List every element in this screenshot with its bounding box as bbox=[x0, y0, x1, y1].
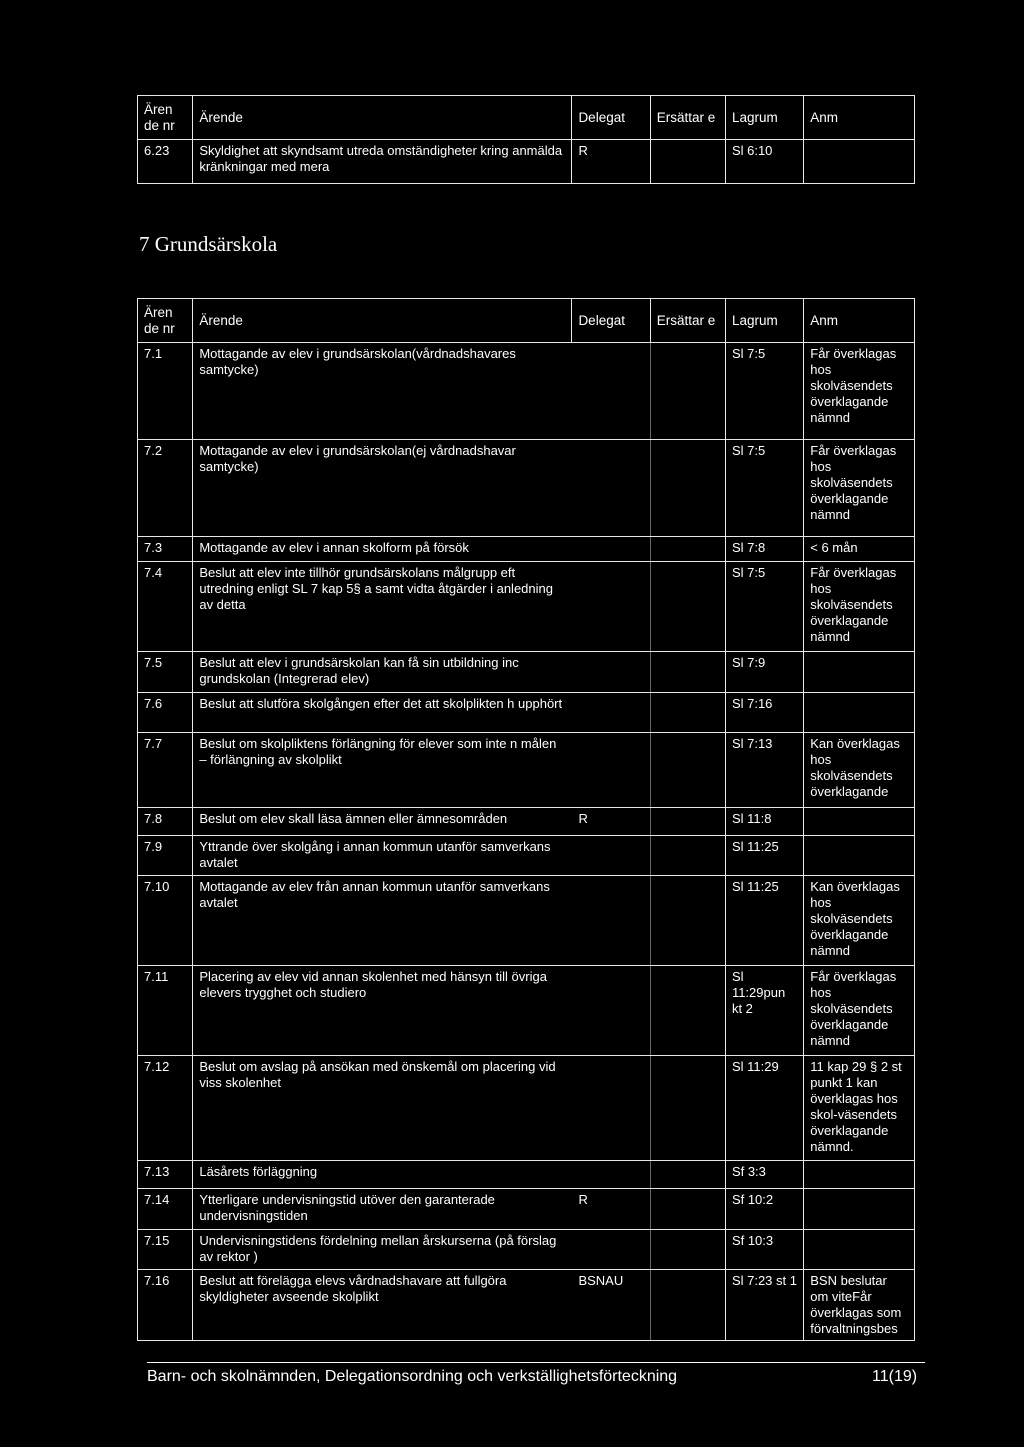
cell-lagrum: Sl 7:5 bbox=[725, 343, 803, 440]
cell-ersattare bbox=[650, 440, 725, 537]
cell-delegat bbox=[572, 836, 650, 876]
cell-lagrum: Sl 6:10 bbox=[725, 140, 803, 184]
cell-anm: Får överklagas hos skolväsendets överklagande nämnd bbox=[804, 440, 915, 537]
cell-delegat: BSNAU bbox=[572, 1270, 650, 1341]
cell-arende: Läsårets förläggning bbox=[193, 1161, 572, 1189]
cell-ersattare bbox=[650, 808, 725, 836]
cell-lagrum: Sl 11:25 bbox=[725, 876, 803, 966]
cell-delegat bbox=[572, 1161, 650, 1189]
cell-nr: 7.1 bbox=[138, 343, 193, 440]
cell-ersattare bbox=[650, 836, 725, 876]
cell-arende: Beslut om avslag på ansökan med önskemål om placering vid viss skolenhet bbox=[193, 1056, 572, 1161]
cell-arende: Beslut att elev inte tillhör grundsärskolans målgrupp eft utredning enligt SL 7 kap 5§ a samt vidta åtgärder i anledning av detta bbox=[193, 562, 572, 652]
table-row bbox=[138, 562, 915, 652]
cell-ersattare bbox=[650, 562, 725, 652]
cell-anm bbox=[804, 140, 915, 184]
table-row bbox=[138, 652, 915, 693]
cell-ersattare bbox=[650, 1056, 725, 1161]
column-header-lagrum: Lagrum bbox=[725, 299, 803, 343]
section-heading: 7 Grundsärskola bbox=[139, 232, 278, 256]
cell-lagrum: Sf 10:3 bbox=[725, 1230, 803, 1270]
column-header-arende: Ärende bbox=[193, 96, 572, 140]
table-row bbox=[138, 693, 915, 733]
table-row bbox=[138, 1230, 915, 1270]
cell-lagrum: Sl 11:8 bbox=[725, 808, 803, 836]
cell-lagrum: Sl 11:29pun kt 2 bbox=[725, 966, 803, 1056]
cell-ersattare bbox=[650, 537, 725, 562]
cell-ersattare bbox=[650, 1189, 725, 1230]
cell-nr: 7.16 bbox=[138, 1270, 193, 1341]
cell-anm bbox=[804, 1189, 915, 1230]
cell-delegat bbox=[572, 693, 650, 733]
cell-anm: Kan överklagas hos skolväsendets överklagande bbox=[804, 733, 915, 808]
table-row bbox=[138, 808, 915, 836]
cell-lagrum: Sl 7:5 bbox=[725, 562, 803, 652]
cell-arende: Beslut om elev skall läsa ämnen eller ämnesområden bbox=[193, 808, 572, 836]
cell-anm bbox=[804, 1161, 915, 1189]
column-header-nr: Ären de nr bbox=[138, 96, 193, 140]
cell-ersattare bbox=[650, 343, 725, 440]
column-header-lagrum: Lagrum bbox=[725, 96, 803, 140]
cell-lagrum: Sl 11:25 bbox=[725, 836, 803, 876]
column-header-nr: Ären de nr bbox=[138, 299, 193, 343]
cell-arende: Placering av elev vid annan skolenhet med hänsyn till övriga elevers trygghet och studiero bbox=[193, 966, 572, 1056]
table-row bbox=[138, 537, 915, 562]
cell-delegat bbox=[572, 440, 650, 537]
table-row bbox=[138, 1189, 915, 1230]
cell-arende: Mottagande av elev i grundsärskolan(ej vårdnadshavar samtycke) bbox=[193, 440, 572, 537]
cell-ersattare bbox=[650, 733, 725, 808]
cell-delegat bbox=[572, 1230, 650, 1270]
cell-lagrum: Sl 7:8 bbox=[725, 537, 803, 562]
cell-delegat bbox=[572, 343, 650, 440]
cell-anm: Får överklagas hos skolväsendets överklagande nämnd bbox=[804, 562, 915, 652]
cell-lagrum: Sl 7:16 bbox=[725, 693, 803, 733]
cell-arende: Yttrande över skolgång i annan kommun utanför samverkans avtalet bbox=[193, 836, 572, 876]
cell-anm bbox=[804, 836, 915, 876]
cell-anm: Får överklagas hos skolväsendets överklagande nämnd bbox=[804, 966, 915, 1056]
cell-nr: 7.11 bbox=[138, 966, 193, 1056]
cell-ersattare bbox=[650, 652, 725, 693]
table-row bbox=[138, 836, 915, 876]
cell-delegat bbox=[572, 562, 650, 652]
cell-lagrum: Sl 7:23 st 1 bbox=[725, 1270, 803, 1341]
table-row bbox=[138, 1056, 915, 1161]
footer-page-number: 11(19) bbox=[872, 1368, 918, 1385]
cell-nr: 7.6 bbox=[138, 693, 193, 733]
cell-arende: Beslut om skolpliktens förlängning för elever som inte n målen – förlängning av skolplikt bbox=[193, 733, 572, 808]
cell-delegat bbox=[572, 537, 650, 562]
cell-nr: 7.3 bbox=[138, 537, 193, 562]
cell-nr: 7.9 bbox=[138, 836, 193, 876]
cell-nr: 7.10 bbox=[138, 876, 193, 966]
column-header-anm: Anm bbox=[804, 96, 915, 140]
cell-nr: 7.8 bbox=[138, 808, 193, 836]
cell-arende: Mottagande av elev i annan skolform på försök bbox=[193, 537, 572, 562]
cell-ersattare bbox=[650, 876, 725, 966]
table-row bbox=[138, 876, 915, 966]
cell-lagrum: Sl 7:13 bbox=[725, 733, 803, 808]
cell-nr: 7.4 bbox=[138, 562, 193, 652]
cell-anm bbox=[804, 1230, 915, 1270]
cell-arende: Beslut att elev i grundsärskolan kan få sin utbildning inc grundskolan (Integrerad elev) bbox=[193, 652, 572, 693]
cell-arende: Beslut att förelägga elevs vårdnadshavare att fullgöra skyldigheter avseende skolplikt bbox=[193, 1270, 572, 1341]
table-row bbox=[138, 1270, 915, 1341]
cell-delegat bbox=[572, 652, 650, 693]
table-row bbox=[138, 343, 915, 440]
cell-delegat bbox=[572, 966, 650, 1056]
column-header-ersattare: Ersättar e bbox=[650, 96, 725, 140]
cell-lagrum: Sl 7:5 bbox=[725, 440, 803, 537]
table-row bbox=[138, 140, 915, 184]
cell-anm bbox=[804, 652, 915, 693]
cell-lagrum: Sl 7:9 bbox=[725, 652, 803, 693]
cell-arende: Mottagande av elev i grundsärskolan(vårdnadshavares samtycke) bbox=[193, 343, 572, 440]
cell-anm: Kan överklagas hos skolväsendets överklagande nämnd bbox=[804, 876, 915, 966]
cell-nr: 7.7 bbox=[138, 733, 193, 808]
footer-divider bbox=[147, 1362, 925, 1363]
column-header-ersattare: Ersättar e bbox=[650, 299, 725, 343]
delegation-table-6 bbox=[137, 95, 915, 184]
cell-nr: 6.23 bbox=[138, 140, 193, 184]
table-row bbox=[138, 440, 915, 537]
cell-ersattare bbox=[650, 1230, 725, 1270]
cell-anm bbox=[804, 693, 915, 733]
cell-anm: Får överklagas hos skolväsendets överklagande nämnd bbox=[804, 343, 915, 440]
cell-arende: Skyldighet att skyndsamt utreda omständigheter kring anmälda kränkningar med mera bbox=[193, 140, 572, 184]
cell-nr: 7.2 bbox=[138, 440, 193, 537]
cell-nr: 7.5 bbox=[138, 652, 193, 693]
cell-delegat: R bbox=[572, 808, 650, 836]
column-header-anm: Anm bbox=[804, 299, 915, 343]
table-row bbox=[138, 1161, 915, 1189]
table-row bbox=[138, 966, 915, 1056]
cell-nr: 7.15 bbox=[138, 1230, 193, 1270]
cell-lagrum: Sl 11:29 bbox=[725, 1056, 803, 1161]
cell-nr: 7.13 bbox=[138, 1161, 193, 1189]
cell-ersattare bbox=[650, 140, 725, 184]
cell-ersattare bbox=[650, 693, 725, 733]
column-header-arende: Ärende bbox=[193, 299, 572, 343]
cell-nr: 7.12 bbox=[138, 1056, 193, 1161]
cell-lagrum: Sf 10:2 bbox=[725, 1189, 803, 1230]
table-header-row bbox=[138, 299, 915, 343]
table-row bbox=[138, 733, 915, 808]
cell-delegat bbox=[572, 733, 650, 808]
cell-arende: Mottagande av elev från annan kommun utanför samverkans avtalet bbox=[193, 876, 572, 966]
cell-ersattare bbox=[650, 1161, 725, 1189]
cell-delegat: R bbox=[572, 140, 650, 184]
column-header-delegat: Delegat bbox=[572, 299, 650, 343]
cell-anm: < 6 mån bbox=[804, 537, 915, 562]
cell-nr: 7.14 bbox=[138, 1189, 193, 1230]
cell-anm: 11 kap 29 § 2 st punkt 1 kan överklagas hos skol-väsendets överklagande nämnd. bbox=[804, 1056, 915, 1161]
cell-delegat: R bbox=[572, 1189, 650, 1230]
cell-anm: BSN beslutar om viteFår överklagas som förvaltningsbes bbox=[804, 1270, 915, 1341]
cell-anm bbox=[804, 808, 915, 836]
cell-arende: Beslut att slutföra skolgången efter det att skolplikten h upphört bbox=[193, 693, 572, 733]
cell-ersattare bbox=[650, 1270, 725, 1341]
table-header-row bbox=[138, 96, 915, 140]
delegation-table-7 bbox=[137, 298, 915, 1341]
column-header-delegat: Delegat bbox=[572, 96, 650, 140]
cell-delegat bbox=[572, 876, 650, 966]
cell-lagrum: Sf 3:3 bbox=[725, 1161, 803, 1189]
cell-arende: Undervisningstidens fördelning mellan årskurserna (på förslag av rektor ) bbox=[193, 1230, 572, 1270]
cell-arende: Ytterligare undervisningstid utöver den garanterade undervisningstiden bbox=[193, 1189, 572, 1230]
cell-ersattare bbox=[650, 966, 725, 1056]
cell-delegat bbox=[572, 1056, 650, 1161]
footer-title: Barn- och skolnämnden, Delegationsordning och verkställighetsförteckning bbox=[147, 1368, 678, 1385]
